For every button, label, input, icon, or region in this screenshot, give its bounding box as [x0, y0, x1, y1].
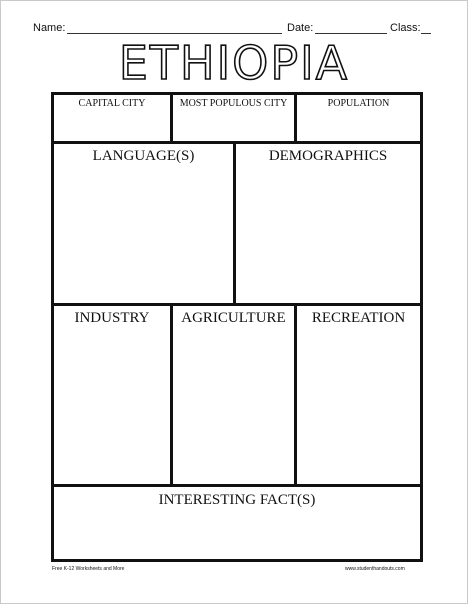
- lower-divider-2: [294, 303, 297, 484]
- interesting-facts-box: INTERESTING FACT(S): [158, 492, 316, 508]
- class-label: Class:: [390, 22, 421, 34]
- recreation-box: RECREATION: [311, 310, 406, 326]
- most-populous-city-box: MOST POPULOUS CITY: [179, 98, 288, 109]
- demographics-box: DEMOGRAPHICS: [268, 148, 388, 164]
- name-blank: [67, 33, 282, 34]
- row-divider-2: [54, 303, 420, 306]
- middle-divider: [233, 141, 236, 303]
- date-blank: [315, 33, 387, 34]
- name-label: Name:: [33, 22, 66, 34]
- worksheet-grid: [51, 92, 423, 562]
- population-box: POPULATION: [327, 98, 390, 109]
- row-divider-1: [54, 141, 420, 144]
- agriculture-box: AGRICULTURE: [181, 310, 286, 326]
- class-blank: [421, 33, 431, 34]
- industry-box: INDUSTRY: [74, 310, 150, 326]
- page-title: ETHIOPIA: [118, 36, 350, 90]
- row-divider-3: [54, 484, 420, 487]
- capital-city-box: CAPITAL CITY: [78, 98, 146, 109]
- footer-left-text: Free K-12 Worksheets and More: [52, 566, 125, 572]
- languages-box: LANGUAGE(S): [92, 148, 195, 164]
- lower-divider-1: [170, 303, 173, 484]
- date-label: Date:: [287, 22, 314, 34]
- footer-right-text: www.studenthandouts.com: [345, 566, 405, 572]
